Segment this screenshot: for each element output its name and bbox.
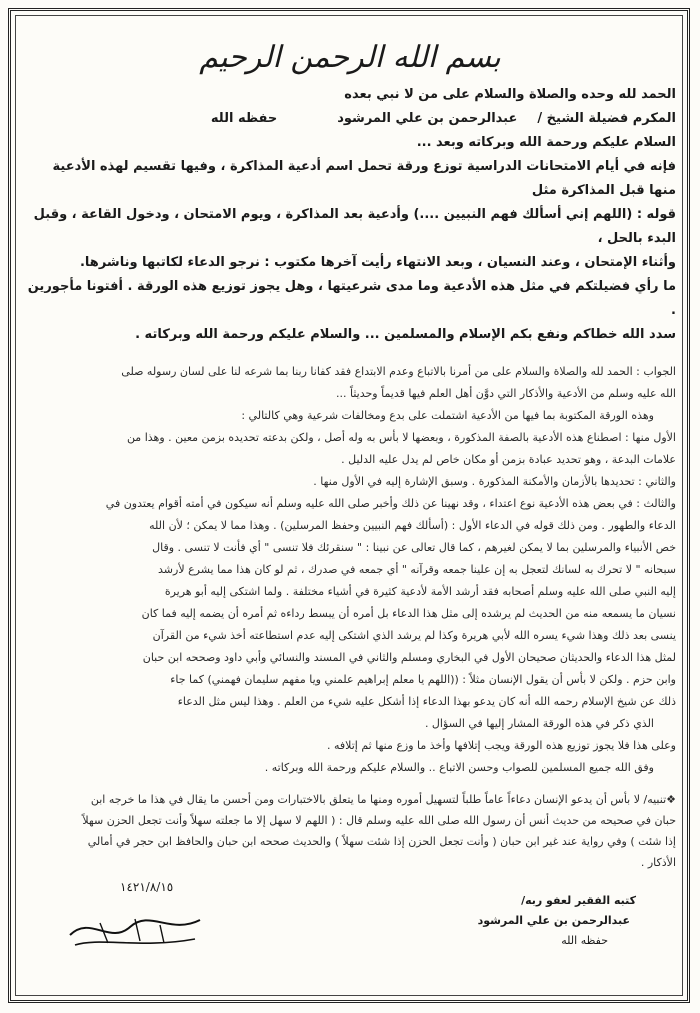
answer-section xyxy=(24,361,676,779)
fatwa-document xyxy=(24,30,676,951)
addressee-name: عبدالرحمن بن علي المرشود xyxy=(337,111,518,126)
question-body-line: ما رأي فضيلتكم في مثل هذه الأدعية وما مدى شرعيتها ، وهل يجوز توزيع هذه الورقة . أفتونا مأجورين . xyxy=(27,279,676,318)
answer-line: وفق الله جميع المسلمين للصواب وحسن الاتباع .. والسلام عليكم ورحمة الله وبركاته . xyxy=(264,761,654,774)
note-line: إذا شئت ) وفي رواية عند غير ابن حبان ( وأنت تجعل الحزن إذا شئت سهلاً ) والحديث صححه ابن حبان والحافظ ابن حجر في أمالي xyxy=(87,835,676,848)
note-line: ❖تنبيه/ لا بأس أن يدعو الإنسان دعاءاً عاماً طلباً لتسهيل أموره ومنها ما يتعلق بالاختبارات ومن أحسن ما يقال في هذا ما خرجه ابن xyxy=(90,793,676,806)
answer-line: وهذه الورقة المكتوبة بما فيها من الأدعية اشتملت على بدع ومخالفات شرعية وهي كالتالي : xyxy=(241,409,654,422)
answer-line: الجواب : الحمد لله والصلاة والسلام على من أمرنا بالاتباع وعدم الابتداع فقد كفانا ربنا بما شرعه لنا على لسان رسوله صلى xyxy=(121,365,676,378)
question-addressee xyxy=(24,107,676,131)
signature-name: عبدالرحمن بن علي المرشود xyxy=(477,914,630,927)
note-line: الأذكار . xyxy=(640,856,676,869)
answer-line: الله عليه وسلم من الأدعية والأذكار التي دوَّن أهل العلم فيها قديماً وحديثاً ... xyxy=(336,387,676,400)
signature-blessing: حفظه الله xyxy=(561,934,608,947)
question-body-line: سدد الله خطاكم ونفع بكم الإسلام والمسلمين ... والسلام عليكم ورحمة الله وبركاته . xyxy=(135,327,676,342)
answer-line: خص الأنبياء والمرسلين بما لا يمكن لغيرهم ، كما قال تعالى عن نبينا : " سنقرئك فلا تنسى " أي فأنت لا تنسى . وقال xyxy=(152,541,676,554)
answer-line: والثاني : تحديدها بالأزمان والأمكنة المذكورة . وسبق الإشارة إليه في الأول منها . xyxy=(313,475,676,488)
answer-line: علامات البدعة ، وهو تحديد عبادة بزمن أو مكان خاص لم يدل عليه الدليل . xyxy=(341,453,676,466)
question-body-line: وأثناء الإمتحان ، وعند النسيان ، وبعد الانتهاء رأيت آخرها مكتوب : نرجو الدعاء لكاتبها وناشرها. xyxy=(79,255,676,270)
handwritten-signature xyxy=(60,905,210,955)
answer-line: الدعاء والطهور . ومن ذلك قوله في الدعاء الأول : (أسألك فهم النبيين وحفظ المرسلين) . وهذا مما لا يمكن ؛ لأن الله xyxy=(149,519,676,532)
note-line: حبان في صحيحه من حديث أنس أن رسول الله صلى الله عليه وسلم قال : ( اللهم لا سهل إلا ما جعلته سهلاً وأنت تجعل الحزن سهلاً xyxy=(82,814,676,827)
signature-date: ١٤٢١/٨/١٥ xyxy=(120,880,174,894)
answer-line: نسيان ما يسمعه منه من الحديث لم يرشده إلى مثل هذا الدعاء بل أمره أن يبسط رداءه ثم أمره أن يضمه إليه فما كان xyxy=(141,607,676,620)
basmala-heading: بسم الله الرحمن الرحيم xyxy=(199,40,501,75)
answer-line: إليه النبي صلى الله عليه وسلم أصحابه فقد أرشد الأمة لأدعية كثيرة في أشياء مختلفة . ولما اشتكى إليه أبو هريرة xyxy=(164,585,676,598)
note-section xyxy=(24,789,676,873)
answer-line: ينسى بعد ذلك وهذا شيء يسره الله لأبي هريرة وكذا لم يرشد الذي اشتكى إليه عدم استطاعته أخذ شيء من القرآن xyxy=(152,629,676,642)
question-body-line: فإنه في أيام الامتحانات الدراسية توزع ورقة تحمل اسم أدعية المذاكرة ، وفيها تقسيم لهذه الأدعية منها قبل المذاكرة مثل xyxy=(52,159,676,198)
signature-written-by: كتبه الفقير لعفو ربه/ xyxy=(521,894,636,907)
question-greeting: السلام عليكم ورحمة الله وبركاته وبعد ... xyxy=(416,135,676,150)
question-body-line: قوله : (اللهم إني أسألك فهم النبيين ....) وأدعية بعد المذاكرة ، ويوم الامتحان ، ودخول القاعة ، وقبل البدء بالحل ، xyxy=(33,207,676,246)
answer-line: وابن حزم . ولكن لا بأس أن يقول الإنسان مثلاً : ((اللهم يا معلم إبراهيم علمني ويا مفهم سليمان فهمني) كما جاء xyxy=(170,673,676,686)
answer-line: سبحانه " لا تحرك به لسانك لتعجل به إن علينا جمعه وقرآنه " أي جمعه في صدرك ، ثم لو كان هذا مما يشرع لأرشد xyxy=(158,563,676,576)
answer-line: الأول منها : اصطناع هذه الأدعية بالصفة المذكورة ، وبعضها لا بأس به وله أصل ، ولكن بدعته تحديده بزمن معين . وهذا من xyxy=(126,431,676,444)
answer-line: الذي ذكر في هذه الورقة المشار إليها في السؤال . xyxy=(424,717,654,730)
question-opening: الحمد لله وحده والصلاة والسلام على من لا نبي بعده xyxy=(344,87,676,102)
addressee-blessing: حفظه الله xyxy=(210,111,278,126)
addressee-title: المكرم فضيلة الشيخ / xyxy=(537,111,676,126)
answer-line: وعلى هذا فلا يجوز توزيع هذه الورقة ويجب إتلافها وأخذ ما وزع منها ثم إتلافه . xyxy=(327,739,676,752)
answer-line: لمثل هذا الدعاء والحديثان صحيحان الأول في البخاري ومسلم والثاني في المسند والنسائي وأبي داود وصححه ابن حبان xyxy=(142,651,676,664)
answer-line: والثالث : في بعض هذه الأدعية نوع اعتداء ، وقد نهينا عن ذلك وأخبر صلى الله عليه وسلم أنه سيكون في أمته أقوام يعتدون في xyxy=(105,497,676,510)
question-section xyxy=(24,83,676,347)
answer-line: ذلك عن شيخ الإسلام رحمه الله أنه كان يدعو بهذا الدعاء إذا أشكل عليه شيء من العلم . وهذا ليس مثل الدعاء xyxy=(177,695,676,708)
